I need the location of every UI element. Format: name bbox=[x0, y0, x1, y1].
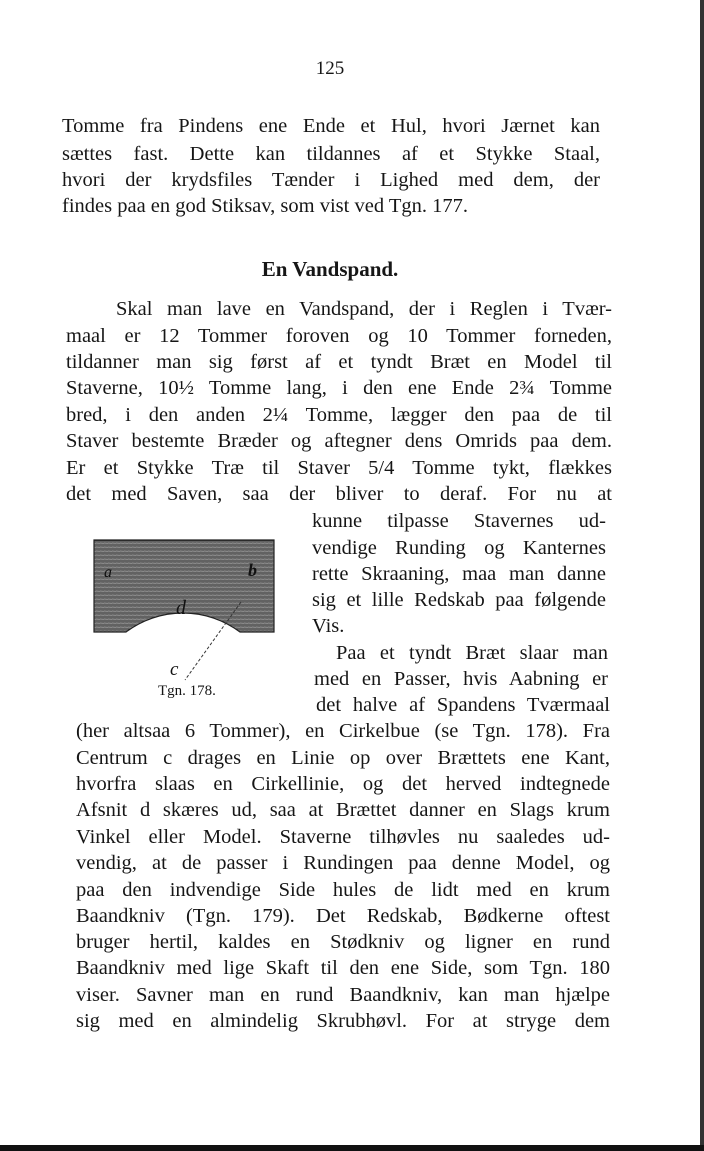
paragraph-line: rette Skraaning, maa man danne bbox=[312, 563, 606, 585]
paragraph-line: vendige Runding og Kanternes bbox=[312, 537, 606, 559]
paragraph-line: maal er 12 Tommer foroven og 10 Tommer forneden, bbox=[66, 325, 612, 347]
paragraph-line: hvorfra slaas en Cirkellinie, og det herved indtegnede bbox=[76, 773, 610, 795]
figure-178-drawing bbox=[88, 532, 288, 692]
paragraph-line: Afsnit d skæres ud, saa at Brættet danner en Slags krum bbox=[76, 799, 610, 821]
paragraph-line: Baandkniv med lige Skaft til den ene Side, som Tgn. 180 bbox=[76, 957, 610, 979]
paragraph-line: Baandkniv (Tgn. 179). Det Redskab, Bødkerne oftest bbox=[76, 905, 610, 927]
paragraph-line: Staver bestemte Bræder og aftegner dens Omrids paa dem. bbox=[66, 430, 612, 452]
intro-line: findes paa en god Stiksav, som vist ved Tgn. 177. bbox=[62, 195, 468, 217]
paragraph-line: viser. Savner man en rund Baandkniv, kan man hjælpe bbox=[76, 984, 610, 1006]
paragraph-line: (her altsaa 6 Tommer), en Cirkelbue (se Tgn. 178). Fra bbox=[76, 720, 610, 742]
paragraph-line: Vinkel eller Model. Staverne tilhøvles nu saaledes ud- bbox=[76, 826, 610, 848]
label-a: a bbox=[104, 564, 112, 581]
paragraph-line: det med Saven, saa der bliver to deraf. For nu at bbox=[66, 483, 612, 505]
intro-line: sættes fast. Dette kan tildannes af et Stykke Staal, bbox=[62, 143, 600, 165]
paragraph-line: sig et lille Redskab paa følgende bbox=[312, 589, 606, 611]
paragraph-line: det halve af Spandens Tværmaal bbox=[316, 694, 610, 716]
paragraph-line: Staverne, 10½ Tomme lang, i den ene Ende 2¾ Tomme bbox=[66, 377, 612, 399]
intro-line: hvori der krydsfiles Tænder i Lighed med dem, der bbox=[62, 169, 600, 191]
paragraph-line: Paa et tyndt Bræt slaar man bbox=[336, 642, 608, 664]
paragraph-line: Vis. bbox=[312, 615, 345, 637]
paragraph-line: bred, i den anden 2¼ Tomme, lægger den paa de til bbox=[66, 404, 612, 426]
label-d: d bbox=[176, 597, 186, 619]
intro-line: Tomme fra Pindens ene Ende et Hul, hvori Jærnet kan bbox=[62, 115, 600, 137]
figure-178 bbox=[88, 532, 288, 692]
paragraph-line: Skal man lave en Vandspand, der i Reglen i Tvær- bbox=[116, 298, 612, 320]
page-number: 125 bbox=[315, 58, 345, 79]
label-c: c bbox=[170, 659, 179, 680]
paragraph-line: paa den indvendige Side hules de lidt med en krum bbox=[76, 879, 610, 901]
page-edge bbox=[700, 0, 704, 1151]
paragraph-line: sig med en almindelig Skrubhøvl. For at stryge dem bbox=[76, 1010, 610, 1032]
section-heading: En Vandspand. bbox=[261, 257, 399, 281]
figure-caption: Tgn. 178. bbox=[158, 683, 216, 699]
label-b: b bbox=[248, 560, 257, 580]
paragraph-line: tildanner man sig først af et tyndt Bræt en Model til bbox=[66, 351, 612, 373]
paragraph-line: med en Passer, hvis Aabning er bbox=[314, 668, 608, 690]
paragraph-line: kunne tilpasse Stavernes ud- bbox=[312, 510, 606, 532]
paragraph-line: Er et Stykke Træ til Staver 5/4 Tomme tykt, flækkes bbox=[66, 457, 612, 479]
page-bottom-edge bbox=[0, 1145, 704, 1151]
paragraph-line: Centrum c drages en Linie op over Brættets ene Kant, bbox=[76, 747, 610, 769]
paragraph-line: vendig, at de passer i Rundingen paa denne Model, og bbox=[76, 852, 610, 874]
paragraph-line: bruger hertil, kaldes en Stødkniv og ligner en rund bbox=[76, 931, 610, 953]
